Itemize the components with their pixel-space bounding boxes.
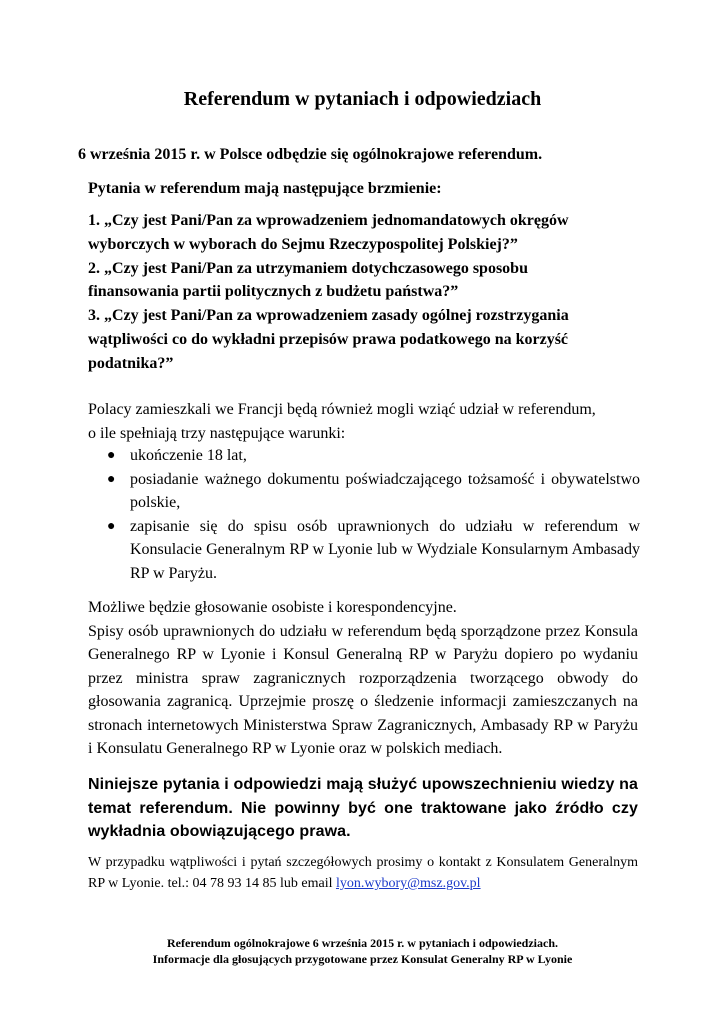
footer-line: Informacje dla głosujących przygotowane przez Konsulat Generalny RP w Lyonie — [152, 952, 573, 966]
questions-header: Pytania w referendum mają następujące brzmienie: — [88, 180, 442, 197]
question-line: wyborczych w wyborach do Sejmu Rzeczypospolitej Polskiej?” — [88, 235, 518, 253]
bullet-icon: ● — [107, 518, 116, 534]
question-line: 2. „Czy jest Pani/Pan za utrzymaniem dotychczasowego sposobu — [88, 259, 528, 277]
voting-paragraph: Spisy osób uprawnionych do udziału w referendum będą sporządzone przez Konsula Generalnego RP w Lyonie i Konsul Generalną RP w Paryżu dopiero po wydaniu przez ministra spraw zagranicznych rozporządzenia tworzącego obwody do głosowania zagranicą. Uprzejmie proszę o śledzenie informacji zamieszczanych na stronach internetowych Ministerstwa Spraw Zagranicznych, Ambasady RP w Paryżu i Konsulatu Generalnego RP w Lyonie oraz w polskich mediach. — [88, 622, 638, 757]
question-line: wątpliwości co do wykładni przepisów prawa podatkowego na korzyść — [88, 330, 569, 348]
contact-text: W przypadku wątpliwości i pytań szczegółowych prosimy o kontakt z Konsulatem Generalnym RP w Lyonie. tel.: 04 78 93 14 85 lub email — [88, 855, 638, 891]
intro-text: 6 września 2015 r. w Polsce odbędzie się ogólnokrajowe referendum. — [78, 146, 543, 163]
bullet-icon: ● — [107, 448, 116, 463]
france-intro-line: o ile spełniają trzy następujące warunki: — [88, 424, 346, 442]
page-footer — [0, 935, 725, 967]
question-line: podatnika?” — [88, 354, 174, 372]
questions-list — [88, 209, 648, 376]
contact-info — [88, 852, 638, 894]
question-line: finansowania partii politycznych z budżetu państwa?” — [88, 283, 459, 301]
condition-text: ukończenie 18 lat, — [130, 447, 247, 464]
question-line: 3. „Czy jest Pani/Pan za wprowadzeniem zasady ogólnej rozstrzygania — [88, 307, 569, 325]
question-line: 1. „Czy jest Pani/Pan za wprowadzeniem jednomandatowych okręgów — [88, 212, 569, 229]
bullet-icon: ● — [107, 471, 116, 487]
list-item — [104, 515, 640, 586]
france-intro-line: Polacy zamieszkali we Francji będą również mogli wziąć udział w referendum, — [88, 401, 596, 418]
footer-line: Referendum ogólnokrajowe 6 września 2015 r. w pytaniach i odpowiedziach. — [167, 936, 558, 950]
france-intro — [88, 398, 638, 445]
conditions-list — [104, 444, 640, 585]
page-title: Referendum w pytaniach i odpowiedziach — [183, 88, 542, 110]
voting-line: Możliwe będzie głosowanie osobiste i korespondencyjne. — [88, 599, 457, 616]
disclaimer: Niniejsze pytania i odpowiedzi mają służyć upowszechnieniu wiedzy na temat referendum. Nie powinny być one traktowane jako źródło czy wykładnia obowiązującego prawa. — [88, 776, 638, 840]
condition-text: posiadanie ważnego dokumentu poświadczającego tożsamość i obywatelstwo polskie, — [130, 470, 640, 511]
list-item — [104, 468, 640, 515]
list-item — [104, 444, 640, 468]
condition-text: zapisanie się do spisu osób uprawnionych do udziału w referendum w Konsulacie Generalnym RP w Lyonie lub w Wydziale Konsularnym Ambasady RP w Paryżu. — [130, 517, 640, 582]
email-link[interactable]: lyon.wybory@msz.gov.pl — [335, 876, 481, 891]
voting-info — [88, 596, 638, 761]
